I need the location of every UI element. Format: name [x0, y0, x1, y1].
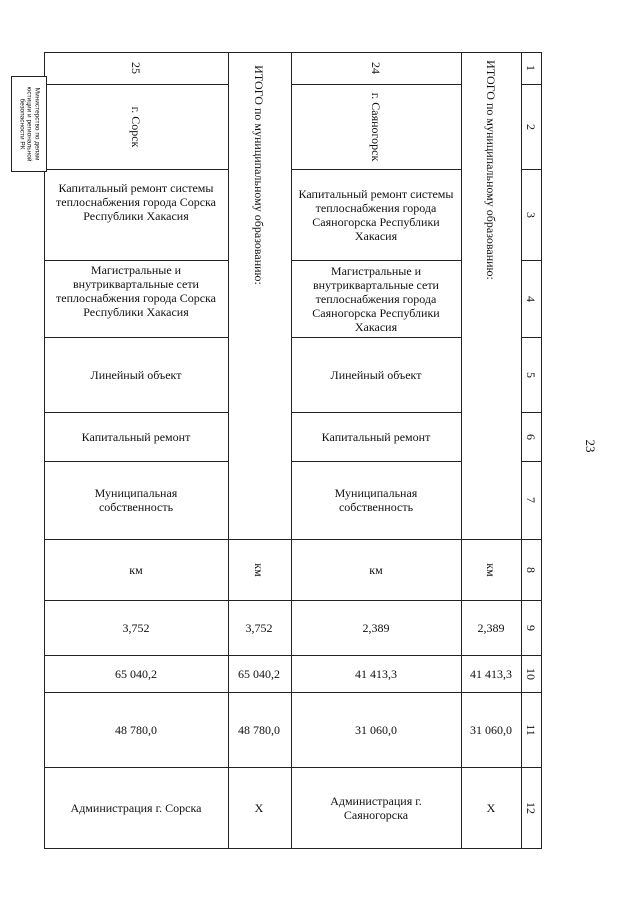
column-number: 3 — [524, 212, 538, 218]
unit: км — [369, 563, 383, 577]
stamp-line-1: Министерство по делам — [33, 87, 41, 161]
column-number: 8 — [524, 567, 538, 573]
subtotal-label: ИТОГО по муниципальному образованию: — [252, 65, 266, 285]
cost-part: 31 060,0 — [470, 723, 512, 737]
city-name: г. Сорск — [129, 106, 143, 148]
cost-total: 41 413,3 — [470, 667, 512, 681]
length-value: 3,752 — [122, 621, 150, 635]
work-type: Капитальный ремонт — [81, 430, 191, 444]
project-name: Капитальный ремонт системы теплоснабжения города Саяногорска Республики Хакасия — [298, 187, 454, 243]
customer: Х — [486, 801, 496, 815]
column-number: 7 — [524, 497, 538, 503]
cost-part: 31 060,0 — [355, 723, 397, 737]
column-number: 5 — [524, 372, 538, 378]
work-type: Капитальный ремонт — [321, 430, 431, 444]
stamp-line-3: безопасности РК — [18, 98, 26, 150]
row-index: 24 — [369, 62, 383, 74]
ownership: Муниципальная собственность — [334, 486, 418, 514]
length-value: 2,389 — [362, 621, 390, 635]
cost-total: 65 040,2 — [115, 667, 157, 681]
object-type: Линейный объект — [330, 368, 422, 382]
object-name: Магистральные и внутриквартальные сети теплоснабжения города Саяногорска Республики Хакасия — [312, 264, 440, 334]
row-index: 25 — [129, 62, 143, 74]
cost-part: 48 780,0 — [115, 723, 157, 737]
customer: Администрация г. Саяногорска — [330, 794, 422, 822]
subtotal-label: ИТОГО по муниципальному образованию: — [484, 60, 498, 280]
unit: км — [252, 563, 266, 577]
cost-total: 41 413,3 — [355, 667, 397, 681]
ownership: Муниципальная собственность — [94, 486, 178, 514]
object-name: Магистральные и внутриквартальные сети теплоснабжения города Сорска Республики Хакасия — [56, 263, 216, 319]
unit: км — [484, 563, 498, 577]
column-number: 1 — [524, 65, 538, 71]
length-value: 2,389 — [477, 621, 505, 635]
project-name: Капитальный ремонт системы теплоснабжения города Сорска Республики Хакасия — [56, 181, 216, 223]
column-number: 10 — [524, 668, 538, 680]
ministry-stamp — [11, 76, 47, 172]
cost-total: 65 040,2 — [238, 667, 280, 681]
customer: Х — [254, 801, 264, 815]
column-number: 9 — [524, 625, 538, 631]
stamp-line-2: юстиции и региональной — [25, 86, 33, 162]
customer: Администрация г. Сорска — [70, 801, 202, 815]
object-type: Линейный объект — [90, 368, 182, 382]
column-number: 4 — [524, 296, 538, 302]
column-number: 2 — [524, 124, 538, 130]
city-name: г. Саяногорск — [369, 92, 383, 162]
cost-part: 48 780,0 — [238, 723, 280, 737]
column-number: 6 — [524, 434, 538, 440]
column-number: 12 — [524, 802, 538, 814]
column-number: 11 — [524, 724, 538, 736]
page-number: 23 — [583, 439, 598, 453]
unit: км — [129, 563, 143, 577]
length-value: 3,752 — [245, 621, 273, 635]
stamp-text — [18, 86, 41, 161]
